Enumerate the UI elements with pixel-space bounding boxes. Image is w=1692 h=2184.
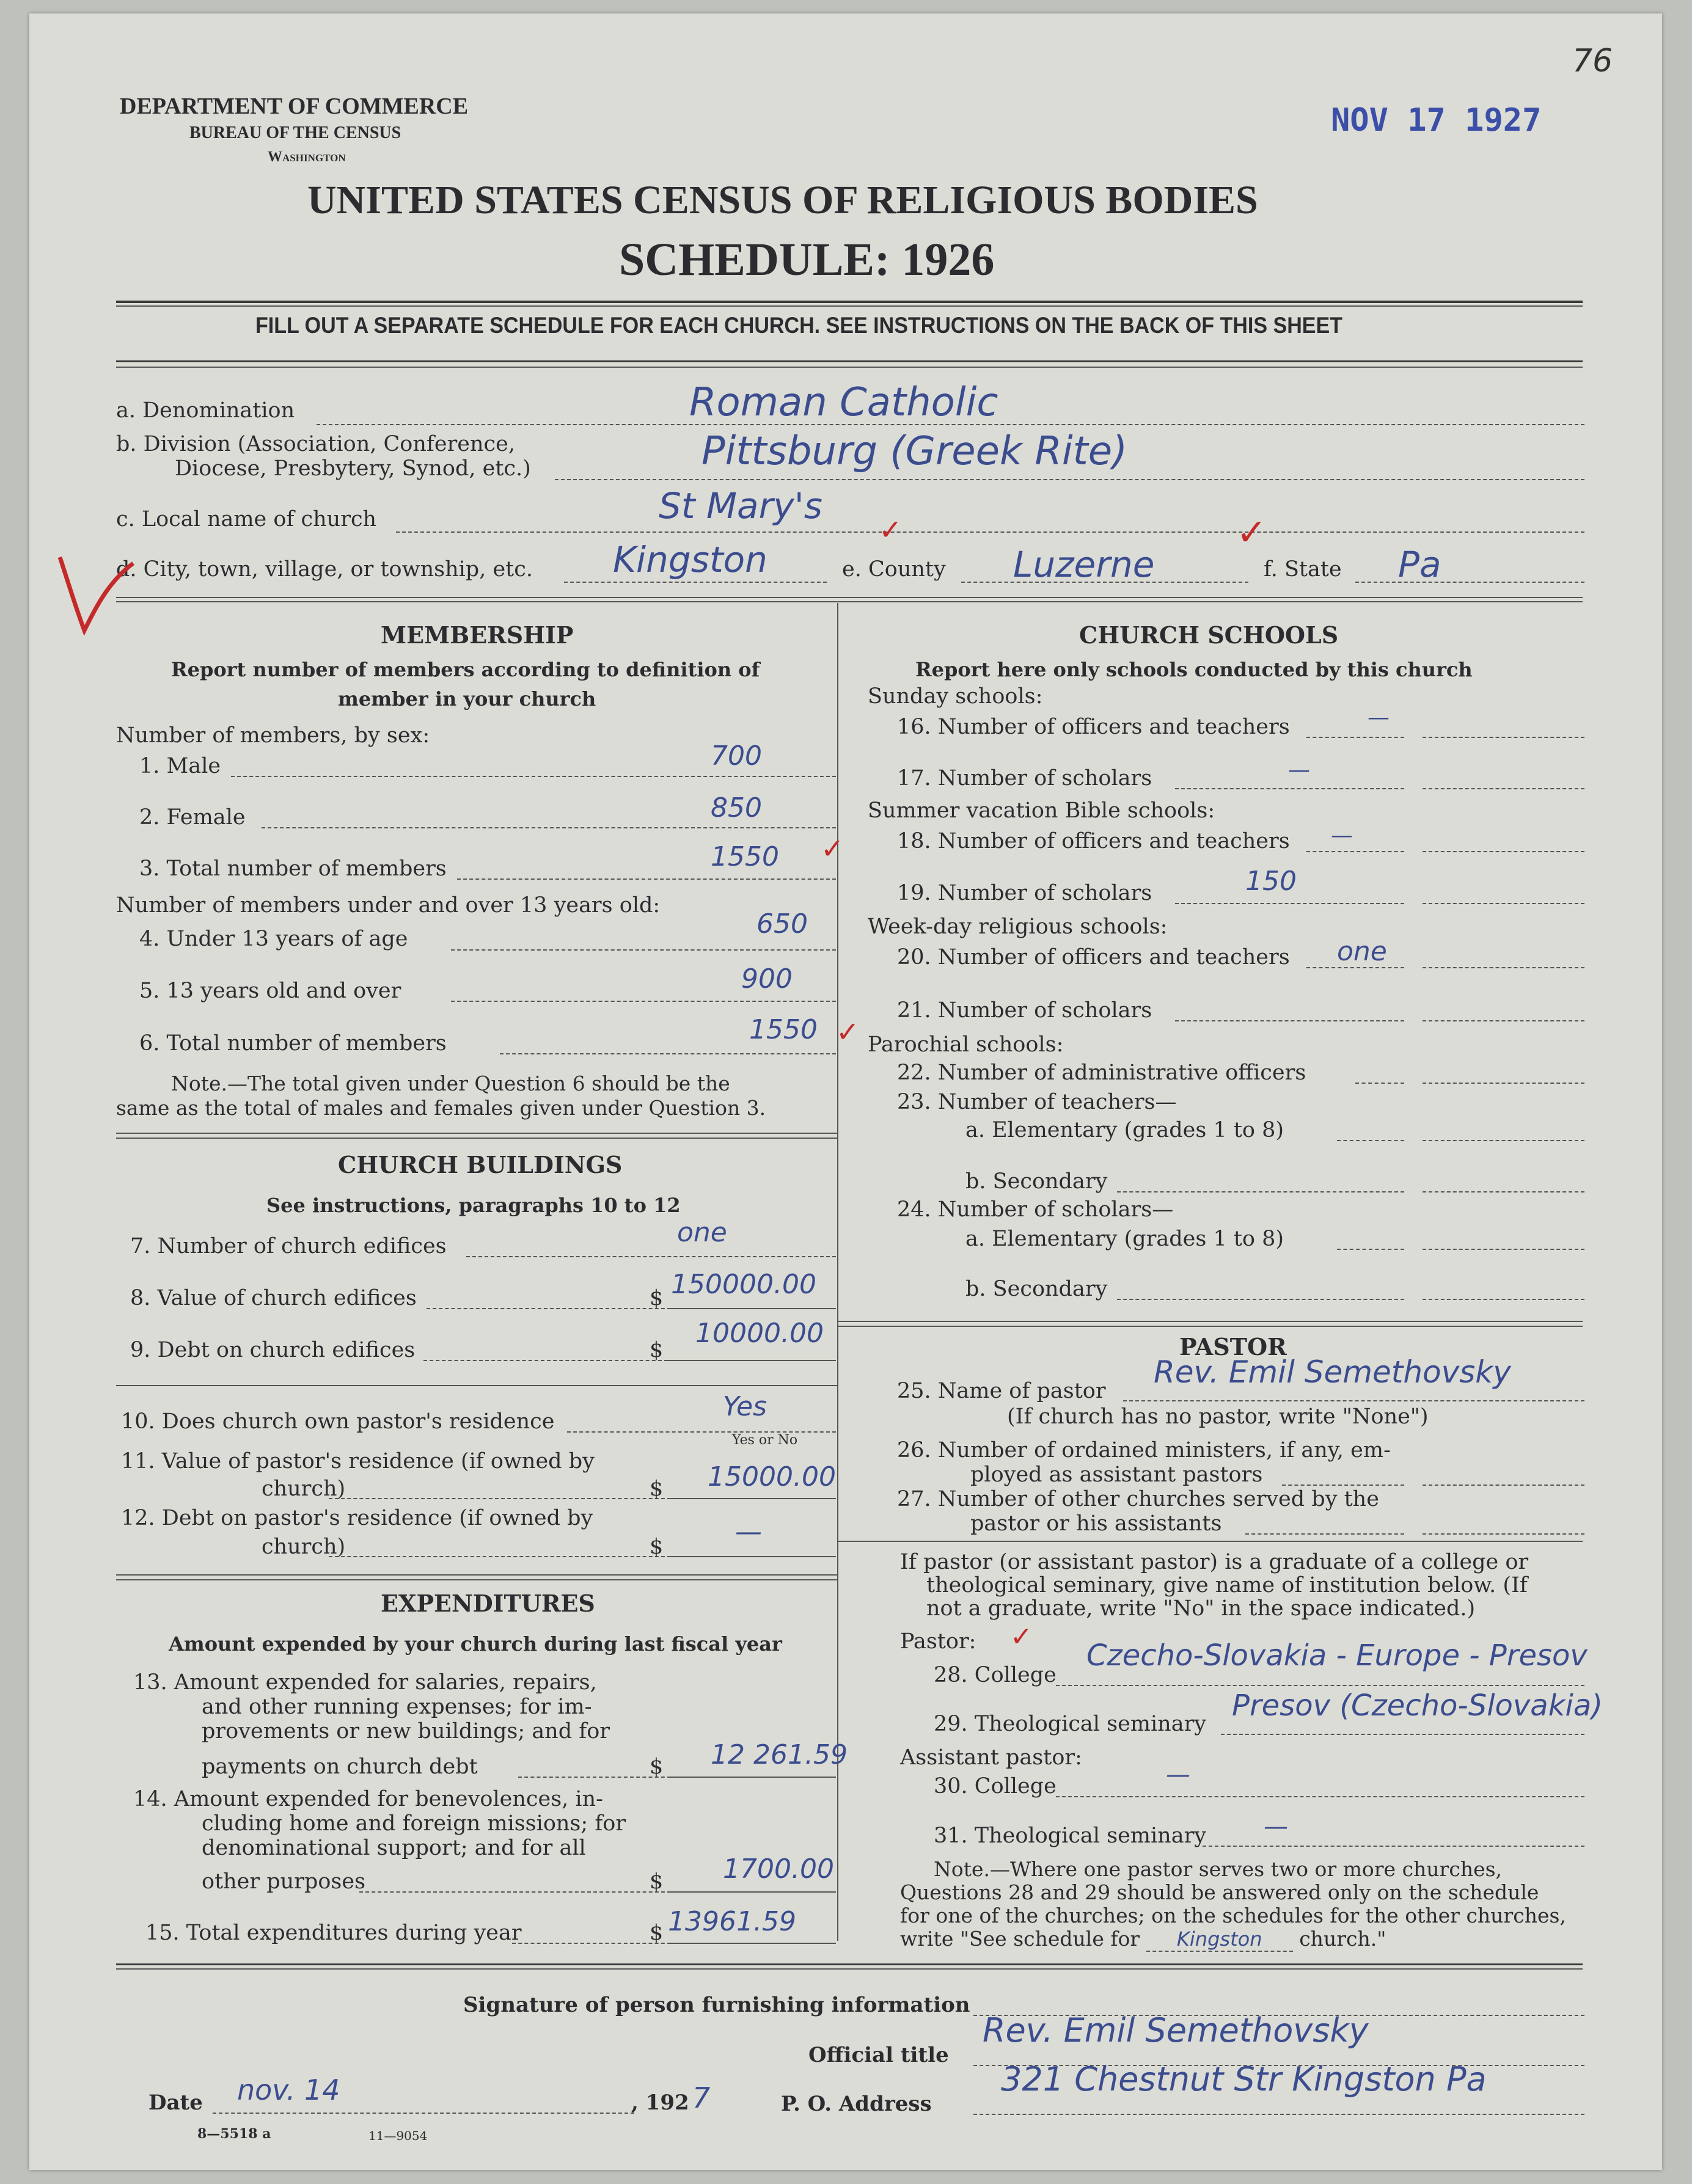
q7-value[interactable]: one [677, 1217, 727, 1248]
q14-label-3: denominational support; and for all [202, 1836, 586, 1860]
state-value[interactable]: Pa [1398, 544, 1441, 585]
fill-line [1423, 1191, 1584, 1192]
q4-label: 4. Under 13 years of age [139, 927, 408, 951]
year-prefix: , 192 [631, 2091, 689, 2115]
fill-line [1423, 788, 1584, 789]
schedule-title: SCHEDULE: 1926 [619, 234, 995, 285]
fill-line [1306, 737, 1404, 738]
q6-label: 6. Total number of members [139, 1031, 447, 1056]
q31-value[interactable]: — [1264, 1813, 1288, 1841]
division-value[interactable]: Pittsburg (Greek Rite) [701, 429, 1128, 474]
fill-line [668, 1556, 836, 1557]
date-label: Date [148, 2091, 203, 2115]
schools-subtitle: Report here only schools conducted by this church [915, 658, 1473, 681]
fill-line [1423, 1020, 1584, 1021]
graduate-instruction-3: not a graduate, write "No" in the space indicated.) [926, 1596, 1476, 1621]
q17-value[interactable]: — [1288, 758, 1310, 783]
pastor-note-4 [900, 1927, 1386, 1952]
rule [837, 1541, 1583, 1542]
q18-label: 18. Number of officers and teachers [897, 829, 1290, 853]
dollar-sign: $ [650, 1477, 664, 1501]
fill-line [396, 531, 1584, 533]
assistant-pastor-heading: Assistant pastor: [900, 1745, 1082, 1770]
q20-label: 20. Number of officers and teachers [897, 945, 1290, 970]
pastor-note-3: for one of the churches; on the schedules for the other churches, [900, 1904, 1566, 1927]
q31-label: 31. Theological seminary [934, 1824, 1207, 1848]
q22-label: 22. Number of administrative officers [897, 1061, 1306, 1085]
q8-value[interactable]: 150000.00 [671, 1269, 816, 1300]
q27-label: 27. Number of other churches served by the [897, 1487, 1379, 1511]
q13-label-4: payments on church debt [202, 1755, 478, 1779]
q19-label: 19. Number of scholars [897, 881, 1152, 905]
summer-schools-heading: Summer vacation Bible schools: [868, 798, 1215, 823]
q13-label: 13. Amount expended for salaries, repairs, [133, 1670, 597, 1695]
rule [116, 1574, 837, 1576]
q29-value[interactable]: Presov (Czecho-Slovakia) [1232, 1689, 1603, 1723]
q13-label-3: provements or new buildings; and for [202, 1719, 610, 1744]
department-name: DEPARTMENT OF COMMERCE [120, 93, 469, 119]
q14-value[interactable]: 1700.00 [723, 1853, 834, 1885]
q1-value[interactable]: 700 [711, 740, 762, 772]
fill-line [1123, 1400, 1584, 1401]
fill-line [1056, 1685, 1584, 1686]
buildings-subtitle: See instructions, paragraphs 10 to 12 [266, 1194, 681, 1217]
q17-label: 17. Number of scholars [897, 766, 1152, 791]
membership-note: Note.—The total given under Question 6 should be the [171, 1072, 730, 1095]
denomination-label: a. Denomination [116, 398, 295, 423]
city-value[interactable]: Kingston [613, 539, 767, 580]
dollar-sign: $ [650, 1535, 664, 1559]
fill-line [1423, 1249, 1584, 1250]
membership-subtitle: Report number of members according to definition of [171, 658, 760, 681]
rule [116, 1133, 837, 1134]
rule [116, 1579, 837, 1580]
fill-line [1423, 1485, 1584, 1486]
q5-value[interactable]: 900 [741, 963, 793, 995]
fill-line [1175, 788, 1404, 789]
q24b-label: b. Secondary [965, 1277, 1108, 1301]
q9-label: 9. Debt on church edifices [130, 1338, 416, 1362]
q13-label-2: and other running expenses; for im- [202, 1695, 592, 1719]
see-schedule-church[interactable]: Kingston [1146, 1927, 1293, 1952]
fill-line [668, 1308, 836, 1309]
pastor-sub-heading: Pastor: [900, 1629, 976, 1654]
rule [116, 1138, 837, 1139]
q18-value[interactable]: — [1331, 823, 1353, 848]
form-number: 8—5518 a [197, 2126, 271, 2142]
q11-label: 11. Value of pastor's residence (if owned by [121, 1449, 595, 1474]
fill-line [451, 1001, 836, 1002]
q30-label: 30. College [934, 1774, 1057, 1799]
q12-label-2: church) [262, 1535, 346, 1559]
rule [116, 367, 1583, 368]
q8-label: 8. Value of church edifices [130, 1286, 417, 1310]
census-form-sheet [29, 13, 1662, 2170]
fill-line [1355, 582, 1584, 583]
fill-line [668, 1498, 836, 1499]
received-date-stamp: NOV 17 1927 [1331, 102, 1542, 139]
membership-subtitle-2: member in your church [338, 687, 596, 710]
fill-line [1423, 1140, 1584, 1141]
q12-label: 12. Debt on pastor's residence (if owned by [121, 1506, 593, 1530]
q15-label: 15. Total expenditures during year [145, 1921, 522, 1945]
sunday-schools-heading: Sunday schools: [868, 684, 1043, 709]
local-name-label: c. Local name of church [116, 507, 377, 531]
fill-line [1337, 1249, 1404, 1250]
rule [116, 305, 1583, 307]
rule [116, 597, 1583, 598]
fill-line [1423, 1533, 1584, 1535]
parochial-schools-heading: Parochial schools: [868, 1032, 1064, 1057]
pastor-title: PASTOR [1179, 1333, 1287, 1360]
rule [116, 360, 1583, 362]
bureau-name: BUREAU OF THE CENSUS [189, 123, 401, 142]
q26-label: 26. Number of ordained ministers, if any, em- [897, 1438, 1391, 1463]
red-mark: ✓ [1010, 1621, 1033, 1653]
q24a-label: a. Elementary (grades 1 to 8) [965, 1227, 1284, 1251]
q24-label: 24. Number of scholars— [897, 1197, 1174, 1222]
q2-value[interactable]: 850 [711, 792, 762, 824]
membership-title: MEMBERSHIP [381, 621, 574, 649]
q10-label: 10. Does church own pastor's residence [121, 1409, 555, 1434]
fill-line [1306, 967, 1404, 968]
pastor-note: Note.—Where one pastor serves two or more churches, [934, 1857, 1503, 1881]
rule [116, 1963, 1583, 1965]
fill-line [564, 582, 827, 583]
fill-line [518, 1777, 671, 1778]
fill-line [262, 827, 836, 828]
check-mark: ✓ [836, 1015, 860, 1048]
q25-label: 25. Name of pastor [897, 1379, 1106, 1403]
fill-line [1117, 1299, 1404, 1300]
expenditures-subtitle: Amount expended by your church during last fiscal year [169, 1632, 782, 1656]
instruction-bar: FILL OUT A SEPARATE SCHEDULE FOR EACH CHURCH. SEE INSTRUCTIONS ON THE BACK OF THIS SHEET [255, 313, 1342, 338]
q14-label-4: other purposes [202, 1869, 366, 1894]
date-value[interactable]: nov. 14 [237, 2073, 340, 2106]
bureau-city: Washington [268, 149, 346, 165]
fill-line [512, 1943, 671, 1944]
q10-hint: Yes or No [732, 1433, 798, 1448]
expenditures-title: EXPENDITURES [381, 1590, 595, 1617]
q14-label: 14. Amount expended for benevolences, in- [133, 1787, 603, 1811]
fill-line [466, 1256, 836, 1257]
rule [837, 1321, 1583, 1322]
rule [116, 301, 1583, 303]
fill-line [500, 1053, 836, 1054]
fill-line [1282, 1485, 1404, 1486]
pastor-note-2: Questions 28 and 29 should be answered only on the schedule [900, 1880, 1539, 1904]
fill-line [668, 1360, 836, 1361]
q11-value[interactable]: 15000.00 [708, 1461, 836, 1492]
check-mark: ✓ [1236, 511, 1267, 554]
schools-title: CHURCH SCHOOLS [1079, 621, 1339, 649]
q14-label-2: cluding home and foreign missions; for [202, 1811, 626, 1836]
q28-label: 28. College [934, 1663, 1057, 1687]
rule [837, 1326, 1583, 1327]
corner-page-number: 76 [1572, 43, 1613, 79]
fill-line [1423, 903, 1584, 904]
rule [116, 601, 1583, 602]
check-mark: ✓ [879, 513, 903, 546]
fill-line [1423, 1083, 1584, 1084]
fill-line [1221, 1734, 1584, 1735]
check-mark: ✓ [821, 832, 844, 865]
q16-label: 16. Number of officers and teachers [897, 715, 1290, 739]
fill-line [427, 1308, 671, 1309]
fill-line [1056, 1796, 1584, 1797]
q7-label: 7. Number of church edifices [130, 1234, 447, 1258]
fill-line [1175, 903, 1404, 904]
q11-label-2: church) [262, 1477, 346, 1501]
county-value[interactable]: Luzerne [1013, 544, 1155, 585]
q19-value[interactable]: 150 [1245, 866, 1297, 897]
city-label: d. City, town, village, or township, etc. [116, 557, 533, 582]
q21-label: 21. Number of scholars [897, 998, 1152, 1023]
fill-line [451, 949, 836, 951]
dollar-sign: $ [650, 1286, 664, 1310]
fill-line [1355, 1083, 1404, 1084]
fill-line [1423, 737, 1584, 738]
fill-line [213, 2113, 634, 2114]
graduate-instruction-2: theological seminary, give name of institution below. (If [926, 1573, 1528, 1598]
fill-line [231, 776, 836, 777]
fill-line [329, 1498, 671, 1499]
fill-line [1423, 967, 1584, 968]
q12-value[interactable]: — [735, 1516, 762, 1547]
red-check-mark-icon [42, 539, 164, 649]
graduate-instruction: If pastor (or assistant pastor) is a graduate of a college or [900, 1550, 1529, 1574]
dollar-sign: $ [650, 1869, 664, 1894]
membership-note-2: same as the total of males and females given under Question 3. [116, 1096, 766, 1120]
q28-value[interactable]: Czecho-Slovakia - Europe - Presov [1086, 1638, 1588, 1673]
members-by-sex-heading: Number of members, by sex: [116, 723, 430, 748]
q20-value[interactable]: one [1337, 936, 1387, 967]
q29-label: 29. Theological seminary [934, 1712, 1207, 1736]
fill-line [668, 1777, 836, 1778]
fill-line [1203, 1846, 1584, 1847]
q23-label: 23. Number of teachers— [897, 1090, 1177, 1114]
fill-line [668, 1891, 836, 1893]
state-label: f. State [1264, 557, 1342, 582]
age-heading: Number of members under and over 13 years old: [116, 893, 661, 918]
weekday-schools-heading: Week-day religious schools: [868, 915, 1168, 939]
q1-label: 1. Male [139, 754, 221, 778]
note-suffix: church." [1299, 1927, 1386, 1951]
county-label: e. County [842, 557, 946, 582]
q2-label: 2. Female [139, 805, 246, 830]
fill-line [1337, 1140, 1404, 1141]
form-title: UNITED STATES CENSUS OF RELIGIOUS BODIES [307, 178, 1258, 222]
q25-value[interactable]: Rev. Emil Semethovsky [1154, 1354, 1511, 1390]
q15-value[interactable]: 13961.59 [668, 1906, 796, 1937]
q5-label: 5. 13 years old and over [139, 979, 401, 1003]
q26-label-2: ployed as assistant pastors [970, 1463, 1263, 1487]
local-name-value[interactable]: St Mary's [659, 485, 822, 527]
fill-line [1423, 851, 1584, 852]
q23b-label: b. Secondary [965, 1169, 1108, 1194]
q10-value[interactable]: Yes [723, 1391, 767, 1422]
rule [116, 1968, 1583, 1970]
q9-value[interactable]: 10000.00 [695, 1318, 824, 1349]
po-address-label: P. O. Address [781, 2092, 932, 2116]
q3-value[interactable]: 1550 [711, 841, 779, 872]
dollar-sign: $ [650, 1338, 664, 1362]
fill-line [1306, 851, 1404, 852]
q16-value[interactable]: — [1368, 705, 1390, 730]
q6-value[interactable]: 1550 [749, 1014, 818, 1045]
fill-line [555, 479, 1584, 480]
note-prefix: write "See schedule for [900, 1927, 1140, 1951]
fill-line [1245, 1533, 1404, 1535]
rule [116, 1385, 837, 1386]
signature-label: Signature of person furnishing information [463, 1993, 970, 2017]
q23a-label: a. Elementary (grades 1 to 8) [965, 1118, 1284, 1142]
q13-value[interactable]: 12 261.59 [711, 1739, 848, 1770]
buildings-title: CHURCH BUILDINGS [338, 1151, 623, 1178]
division-label: b. Division (Association, Conference, [116, 432, 515, 456]
q30-value[interactable]: — [1166, 1761, 1190, 1789]
q4-value[interactable]: 650 [756, 908, 808, 940]
fill-line [359, 1891, 671, 1893]
official-title-value[interactable]: Rev. Emil Semethovsky [983, 2011, 1369, 2050]
dollar-sign: $ [650, 1755, 664, 1779]
year-suffix[interactable]: 7 [692, 2081, 711, 2114]
fill-line [973, 2114, 1584, 2115]
fill-line [1175, 1020, 1404, 1021]
fill-line [329, 1556, 671, 1557]
official-title-label: Official title [808, 2043, 949, 2067]
division-label-2: Diocese, Presbytery, Synod, etc.) [175, 456, 531, 481]
q3-label: 3. Total number of members [139, 856, 447, 881]
po-address-value[interactable]: 321 Chestnut Str Kingston Pa [1001, 2060, 1487, 2098]
q25-hint: (If church has no pastor, write "None") [1007, 1404, 1429, 1429]
dollar-sign: $ [650, 1921, 664, 1945]
q27-label-2: pastor or his assistants [970, 1511, 1222, 1536]
print-number: 11—9054 [368, 2128, 428, 2143]
fill-line [457, 878, 836, 880]
fill-line [423, 1360, 668, 1361]
denomination-value[interactable]: Roman Catholic [689, 380, 998, 425]
fill-line [1117, 1191, 1404, 1192]
fill-line [668, 1943, 836, 1944]
fill-line [1423, 1299, 1584, 1300]
